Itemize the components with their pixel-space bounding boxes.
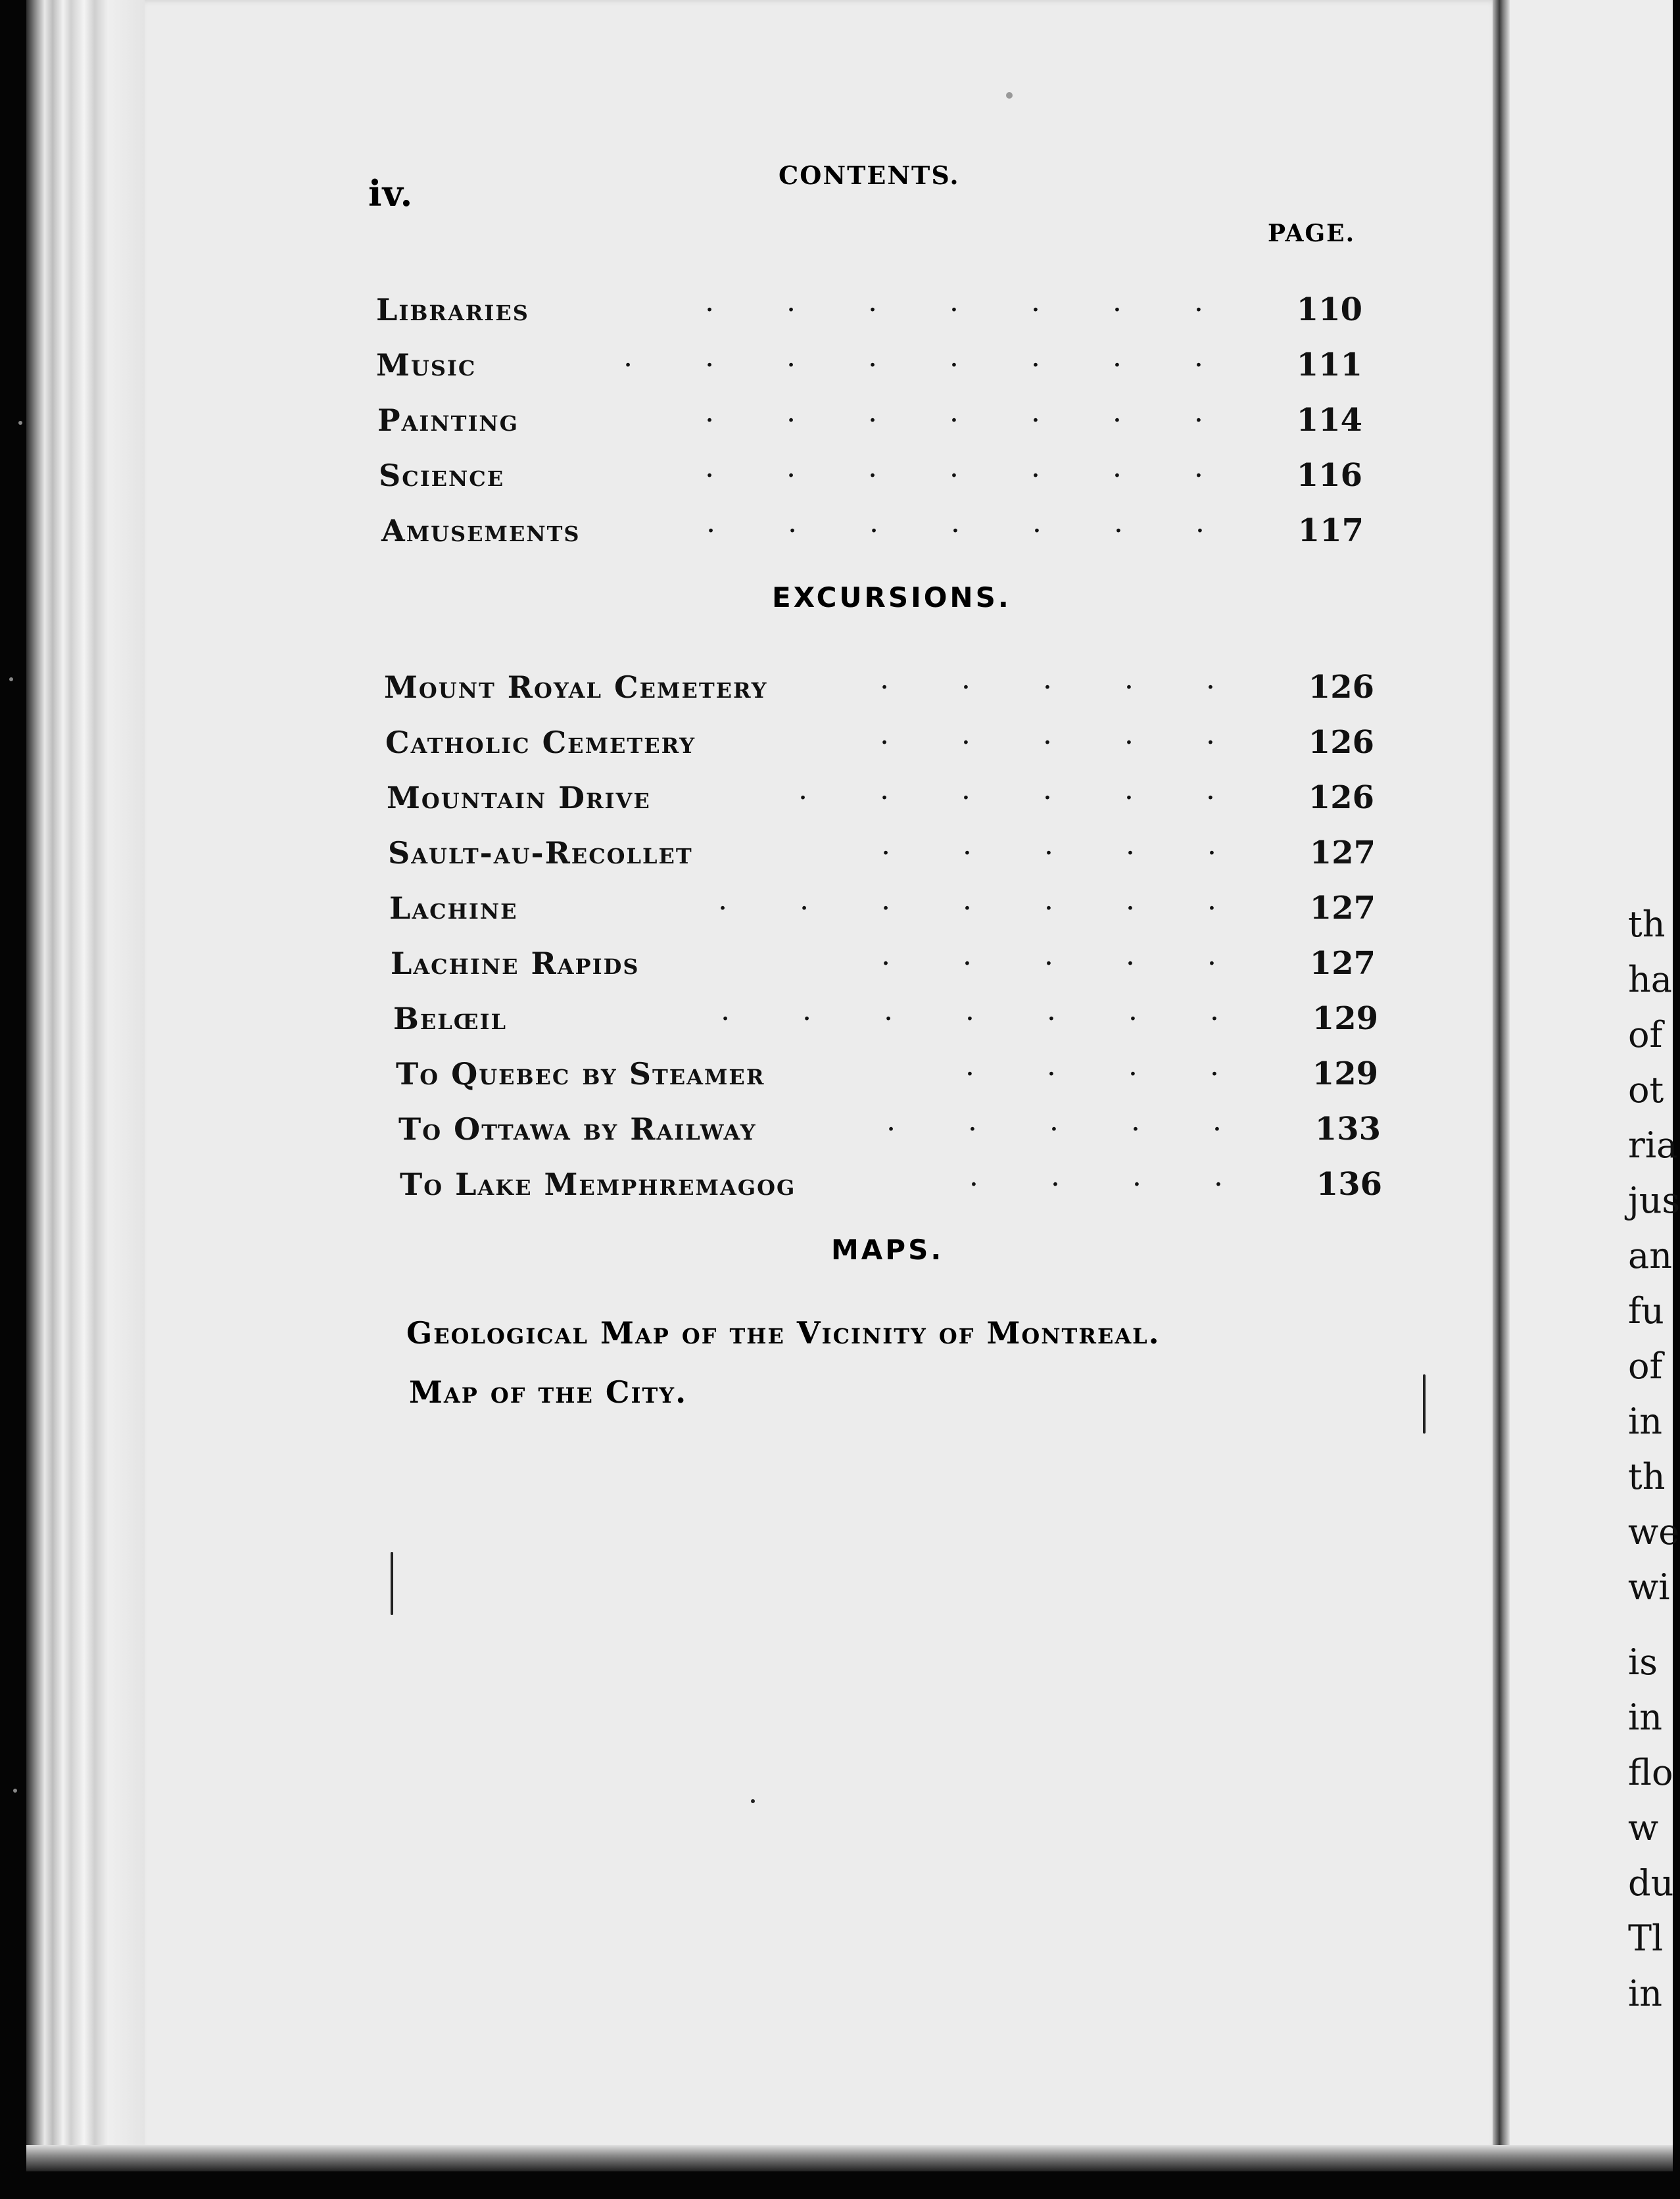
toc-entry-title: Painting <box>377 402 519 438</box>
leader-dots: ····· <box>881 946 1289 980</box>
page-bottom-edge <box>26 2145 1673 2171</box>
toc-entry-title: Lachine <box>389 890 518 926</box>
toc-entry-page: 129 <box>1312 1055 1378 1092</box>
leader-dots: ····· <box>886 1112 1294 1146</box>
toc-entry-title: To Quebec by Steamer <box>396 1056 765 1092</box>
leader-dots: ······· <box>721 1002 1291 1036</box>
section-heading-excursions: EXCURSIONS. <box>772 581 1011 614</box>
toc-entry <box>391 940 1376 986</box>
toc-entry-page: 133 <box>1314 1111 1381 1148</box>
toc-entry-title: Music <box>376 347 477 383</box>
toc-entry-page: 117 <box>1297 512 1364 549</box>
leader-dots: ······· <box>705 403 1276 437</box>
facing-page-text: th ha of ot ria jus an fu of in th we wi <box>1628 904 1680 1608</box>
toc-entry-title: Amusements <box>381 513 581 548</box>
toc-entry-title: Lachine Rapids <box>391 946 640 981</box>
page-column-label: PAGE. <box>1268 220 1356 247</box>
toc-entry-title: Science <box>379 458 505 493</box>
toc-entry <box>379 452 1362 498</box>
leader-dots: ···· <box>965 1057 1291 1091</box>
leader-dots: ······· <box>705 458 1276 493</box>
toc-entry-page: 127 <box>1309 945 1376 982</box>
book-gutter <box>1493 0 1510 2170</box>
toc-entry <box>376 287 1362 333</box>
toc-entry-title: Mountain Drive <box>387 780 651 815</box>
toc-entry-page: 126 <box>1308 779 1374 816</box>
book-binding <box>26 0 158 2170</box>
toc-entry-title: To Lake Memphremagog <box>400 1167 796 1202</box>
leader-dots: ········ <box>623 348 1276 382</box>
section-heading-maps: MAPS. <box>831 1234 944 1266</box>
toc-entry-page: 110 <box>1296 291 1362 328</box>
map-list-item: Geological Map of the Vicinity of Montreal. <box>406 1315 1161 1351</box>
leader-dots: ····· <box>880 670 1287 704</box>
leader-dots: ····· <box>880 725 1287 760</box>
toc-entry-page: 127 <box>1309 834 1376 871</box>
toc-entry <box>384 664 1374 710</box>
toc-entry <box>396 1051 1378 1097</box>
toc-entry <box>389 885 1376 931</box>
toc-entry <box>398 1106 1381 1152</box>
leader-dots: ······ <box>798 781 1287 815</box>
toc-entry-page: 116 <box>1296 457 1362 494</box>
running-head: CONTENTS. <box>779 160 960 190</box>
toc-entry-title: To Ottawa by Railway <box>398 1111 757 1147</box>
toc-entry-title: Libraries <box>376 292 529 327</box>
toc-entry <box>393 996 1378 1042</box>
toc-entry-page: 129 <box>1312 1000 1378 1037</box>
toc-entry <box>376 342 1362 388</box>
toc-entry-page: 127 <box>1309 890 1376 927</box>
toc-entry <box>400 1161 1382 1207</box>
toc-entry-page: 126 <box>1308 669 1374 706</box>
toc-entry-title: Catholic Cemetery <box>385 725 696 760</box>
toc-entry-page: 114 <box>1296 402 1362 439</box>
facing-page-text: is in flo w du Tl in <box>1628 1641 1674 2014</box>
leader-dots: ····· <box>881 836 1289 870</box>
toc-entry-page: 126 <box>1308 724 1374 761</box>
folio-number: iv. <box>368 172 414 214</box>
toc-entry <box>387 775 1374 821</box>
toc-entry-title: Sault-au-Recollet <box>388 835 693 871</box>
toc-entry <box>385 719 1374 765</box>
leader-dots: ······· <box>718 891 1289 925</box>
leader-dots: ···· <box>969 1167 1295 1201</box>
leader-dots: ······· <box>706 514 1277 548</box>
toc-entry <box>377 397 1362 443</box>
toc-entry-title: Mount Royal Cemetery <box>384 669 768 705</box>
toc-entry <box>388 830 1376 876</box>
toc-entry-title: Belœil <box>393 1001 508 1036</box>
toc-entry <box>381 508 1364 554</box>
map-list-item: Map of the City. <box>409 1374 688 1410</box>
toc-entry-page: 136 <box>1316 1166 1382 1203</box>
toc-entry-page: 111 <box>1296 347 1362 383</box>
leader-dots: ······· <box>705 293 1276 327</box>
